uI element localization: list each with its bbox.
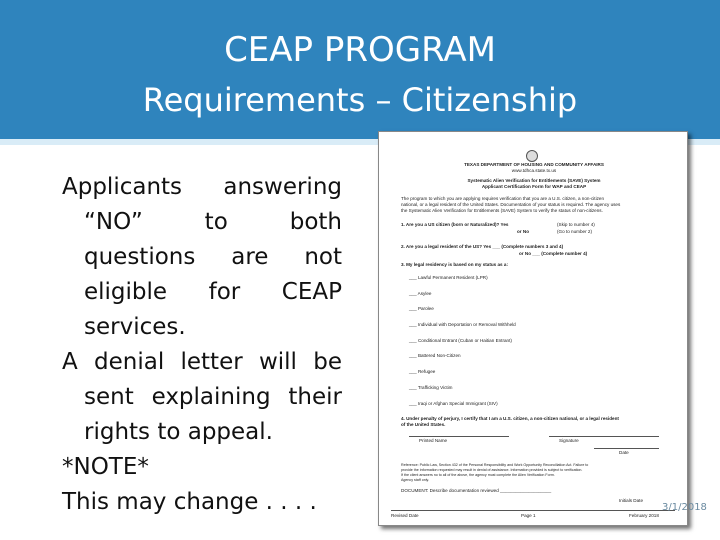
doc-fine-print-2: provide the information requested may result in denial of assistance. Information provided is subject to verification.	[401, 468, 583, 472]
state-seal-icon	[526, 150, 538, 162]
doc-intro-1: The program to which you are applying requires verification that you are a U.S. citizen, a non-citizen	[401, 196, 604, 201]
eligibility-paragraph: Applicants answering “NO” to both questions are not eligible for CEAP services.	[62, 174, 342, 340]
doc-website: www.tdhca.state.tx.us	[511, 168, 557, 173]
doc-question-2-no: or No ___ (Complete number 4)	[519, 251, 588, 256]
doc-status-option: ___ Iraqi or Afghan Special Immigrant (SIV)	[409, 401, 498, 406]
doc-footer-mid: Page 1	[521, 513, 536, 518]
doc-question-1-no-note: (Go to number 2)	[557, 229, 592, 234]
doc-status-option: ___ Parolee	[409, 306, 434, 311]
doc-form-title-1: Systematic Alien Verification for Entitlements (SAVE) System	[467, 178, 601, 183]
doc-date-line	[594, 448, 659, 449]
doc-name-line	[409, 436, 509, 437]
doc-question-4b: of the United States.	[401, 422, 446, 427]
doc-question-1: 1. Are you a US citizen (born or Naturalized)? Yes	[401, 222, 509, 227]
note-label: *NOTE*	[62, 454, 149, 480]
doc-fine-print-4: Agency staff only.	[401, 478, 430, 482]
doc-agency: TEXAS DEPARTMENT OF HOUSING AND COMMUNITY AFFAIRS	[464, 162, 604, 167]
doc-question-3: 3. My legal residency is based on my status as a:	[401, 262, 508, 267]
doc-question-1-no: or No	[517, 229, 529, 234]
doc-date-label: Date	[619, 450, 629, 455]
save-certification-form-image	[378, 131, 688, 526]
doc-question-1-yes-note: (Skip to number 4)	[557, 222, 595, 227]
note-text: This may change . . . .	[62, 489, 317, 515]
slide-page-number: 3/1/2018	[662, 502, 707, 513]
doc-footer-rule	[391, 510, 675, 511]
doc-fine-print-3: If the client answers no to all of the above, the agency must complete the Alien Verification Form.	[401, 473, 555, 477]
doc-question-4a: 4. Under penalty of perjury, I certify that I am a U.S. citizen, a non-citizen national, or a legal resident	[401, 416, 619, 421]
doc-form-title-2: Applicant Certification Form for WAP and CEAP	[481, 184, 587, 189]
denial-paragraph: A denial letter will be sent explaining their rights to appeal.	[62, 349, 342, 445]
doc-status-option: ___ Conditional Entrant (Cuban or Haitian Entrant)	[409, 338, 512, 343]
doc-status-option: ___ Asylee	[409, 291, 432, 296]
doc-signature-label: Signature	[559, 438, 579, 443]
doc-status-option: ___ Trafficking Victim	[409, 385, 453, 390]
doc-question-2: 2. Are you a legal resident of the US? Yes ___ (Complete numbers 3 and 4)	[401, 244, 564, 249]
doc-intro-2: national, or a legal resident of the United States. Documentation of your status is required. The agency uses	[401, 202, 621, 207]
doc-status-option: ___ Lawful Permanent Resident (LPR)	[409, 275, 488, 280]
slide-header	[0, 0, 720, 145]
doc-signature-line	[549, 436, 659, 437]
doc-footer-left: Revised Date	[391, 513, 419, 518]
doc-initials-date: Initials Date	[619, 498, 644, 503]
slide-title: CEAP PROGRAM	[224, 30, 496, 70]
doc-status-option: ___ Battered Non-Citizen	[409, 353, 461, 358]
slide-subtitle: Requirements – Citizenship	[142, 81, 578, 119]
doc-status-option: ___ Individual with Deportation or Removal Withheld	[409, 322, 516, 327]
doc-status-option: ___ Refugee	[409, 369, 436, 374]
doc-printed-name-label: Printed Name	[419, 438, 448, 443]
doc-office-use: DOCUMENT: Describe documentation reviewed ____________________	[401, 488, 552, 493]
slide-body	[62, 170, 342, 520]
doc-fine-print-1: Reference: Public Law, Section 432 of the Personal Responsibility and Work Opportunity Reconciliation Act. Failure to	[401, 463, 589, 467]
doc-intro-3: the Systematic Alien Verification for Entitlements (SAVE) System to verify the status of non-citizens.	[401, 208, 603, 213]
doc-footer-right: February 2018	[629, 513, 659, 518]
